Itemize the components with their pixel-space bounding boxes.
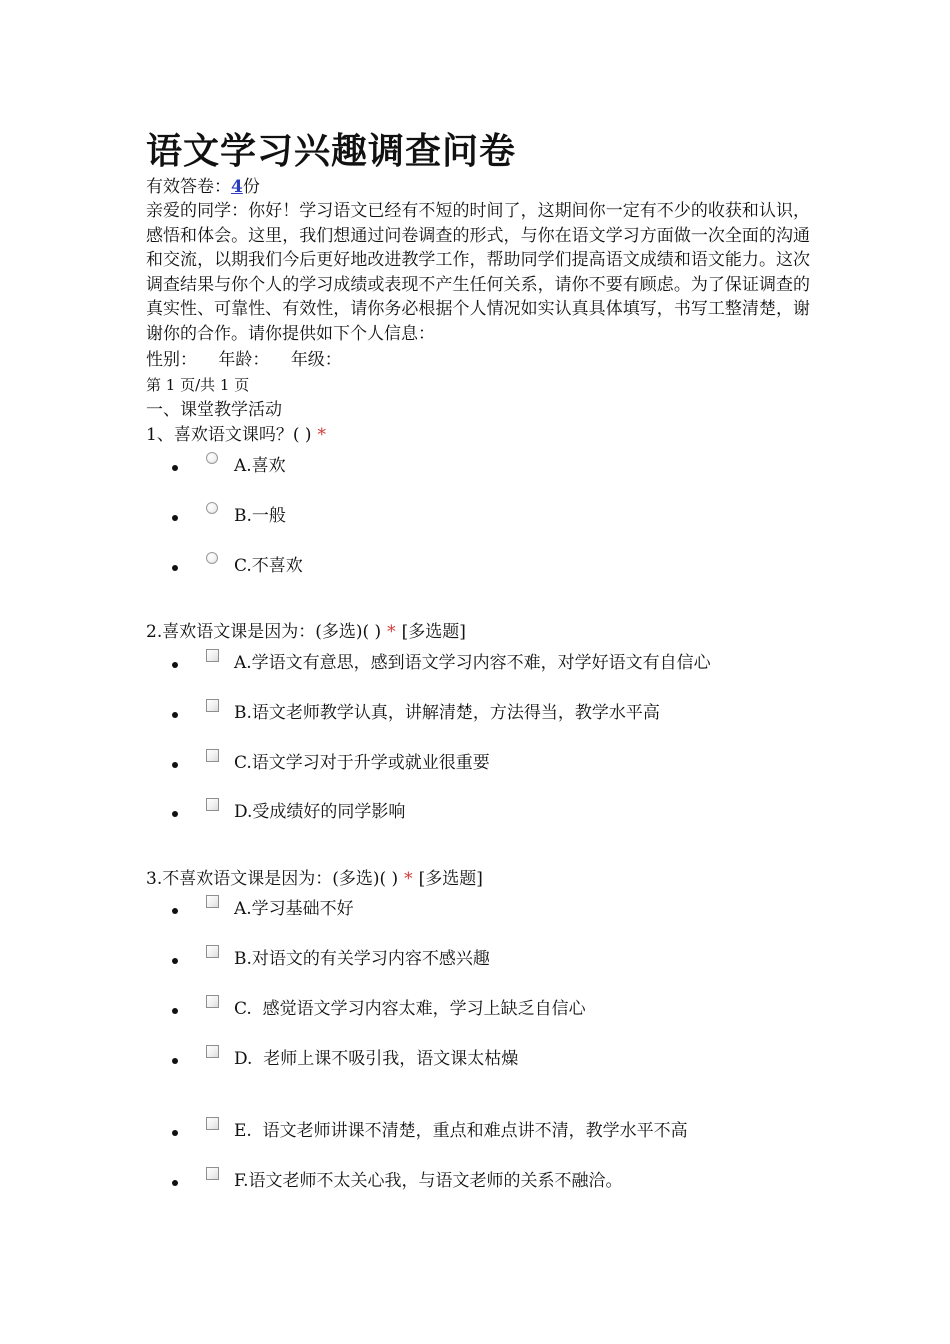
age-field-label: 年龄： bbox=[218, 350, 270, 370]
option-label: B.对语文的有关学习内容不感兴趣 bbox=[234, 949, 490, 969]
checkbox[interactable] bbox=[206, 1167, 219, 1180]
valid-responses-label: 有效答卷： bbox=[146, 177, 231, 197]
option-label: B.语文老师教学认真，讲解清楚，方法得当，教学水平高 bbox=[234, 703, 660, 723]
question-2-text: 2.喜欢语文课是因为：(多选)( ) bbox=[146, 622, 382, 642]
required-asterisk: * bbox=[404, 869, 413, 889]
section-heading: 一、课堂教学活动 bbox=[146, 400, 282, 420]
grade-field-label: 年级： bbox=[290, 350, 342, 370]
option-label: A.学习基础不好 bbox=[234, 899, 354, 919]
bullet-icon bbox=[172, 1130, 178, 1136]
option-label: F.语文老师不太关心我，与语文老师的关系不融洽。 bbox=[234, 1171, 623, 1191]
bullet-icon bbox=[172, 1008, 178, 1014]
question-3-title bbox=[146, 867, 483, 891]
checkbox[interactable] bbox=[206, 699, 219, 712]
option-label: C.不喜欢 bbox=[234, 556, 303, 576]
bullet-icon bbox=[172, 762, 178, 768]
checkbox[interactable] bbox=[206, 1117, 219, 1130]
option-label: E. 语文老师讲课不清楚，重点和难点讲不清，教学水平不高 bbox=[234, 1121, 688, 1141]
multi-select-tag: [多选题] bbox=[401, 622, 466, 642]
question-1-text: 1、喜欢语文课吗？( ) bbox=[146, 425, 312, 445]
radio-button[interactable] bbox=[206, 452, 218, 464]
checkbox[interactable] bbox=[206, 945, 219, 958]
option-label: D.受成绩好的同学影响 bbox=[234, 802, 406, 822]
checkbox[interactable] bbox=[206, 798, 219, 811]
option-label: C.语文学习对于升学或就业很重要 bbox=[234, 753, 490, 773]
checkbox[interactable] bbox=[206, 995, 219, 1008]
required-asterisk: * bbox=[317, 425, 326, 445]
bullet-icon bbox=[172, 565, 178, 571]
question-1-title bbox=[146, 423, 326, 447]
page-title: 语文学习兴趣调查问卷 bbox=[146, 130, 517, 172]
bullet-icon bbox=[172, 1058, 178, 1064]
checkbox[interactable] bbox=[206, 749, 219, 762]
bullet-icon bbox=[172, 811, 178, 817]
option-label: A.喜欢 bbox=[234, 456, 286, 476]
bullet-icon bbox=[172, 515, 178, 521]
checkbox[interactable] bbox=[206, 649, 219, 662]
bullet-icon bbox=[172, 1180, 178, 1186]
valid-responses-unit: 份 bbox=[242, 177, 260, 197]
question-2-title bbox=[146, 620, 466, 644]
checkbox[interactable] bbox=[206, 895, 219, 908]
personal-info-fields bbox=[146, 348, 358, 372]
option-label: B.一般 bbox=[234, 506, 286, 526]
multi-select-tag: [多选题] bbox=[418, 869, 483, 889]
option-label: D. 老师上课不吸引我，语文课太枯燥 bbox=[234, 1049, 519, 1069]
intro-paragraph: 亲爱的同学：你好！学习语文已经有不短的时间了，这期间你一定有不少的收获和认识，感悟和体会。这里，我们想通过问卷调查的形式，与你在语文学习方面做一次全面的沟通和交流，以期我们今后更好地改进教学工作，帮助同学们提高语文成绩和语文能力。这次调查结果与你个人的学习成绩或表现不产生任何关系，请你不要有顾虑。为了保证调查的真实性、可靠性、有效性，请你务必根据个人情况如实认真具体填写，书写工整清楚，谢谢你的合作。请你提供如下个人信息： bbox=[146, 201, 810, 344]
bullet-icon bbox=[172, 662, 178, 668]
bullet-icon bbox=[172, 958, 178, 964]
required-asterisk: * bbox=[387, 622, 396, 642]
question-3-text: 3.不喜欢语文课是因为：(多选)( ) bbox=[146, 869, 399, 889]
valid-responses bbox=[146, 175, 260, 199]
option-label: C. 感觉语文学习内容太难，学习上缺乏自信心 bbox=[234, 999, 586, 1019]
page-indicator: 第 1 页/共 1 页 bbox=[146, 376, 250, 394]
option-label: A.学语文有意思，感到语文学习内容不难，对学好语文有自信心 bbox=[234, 653, 711, 673]
checkbox[interactable] bbox=[206, 1045, 219, 1058]
bullet-icon bbox=[172, 465, 178, 471]
radio-button[interactable] bbox=[206, 552, 218, 564]
valid-responses-count-link[interactable]: 4 bbox=[231, 177, 243, 197]
bullet-icon bbox=[172, 712, 178, 718]
radio-button[interactable] bbox=[206, 502, 218, 514]
bullet-icon bbox=[172, 908, 178, 914]
gender-field-label: 性别： bbox=[146, 350, 197, 370]
